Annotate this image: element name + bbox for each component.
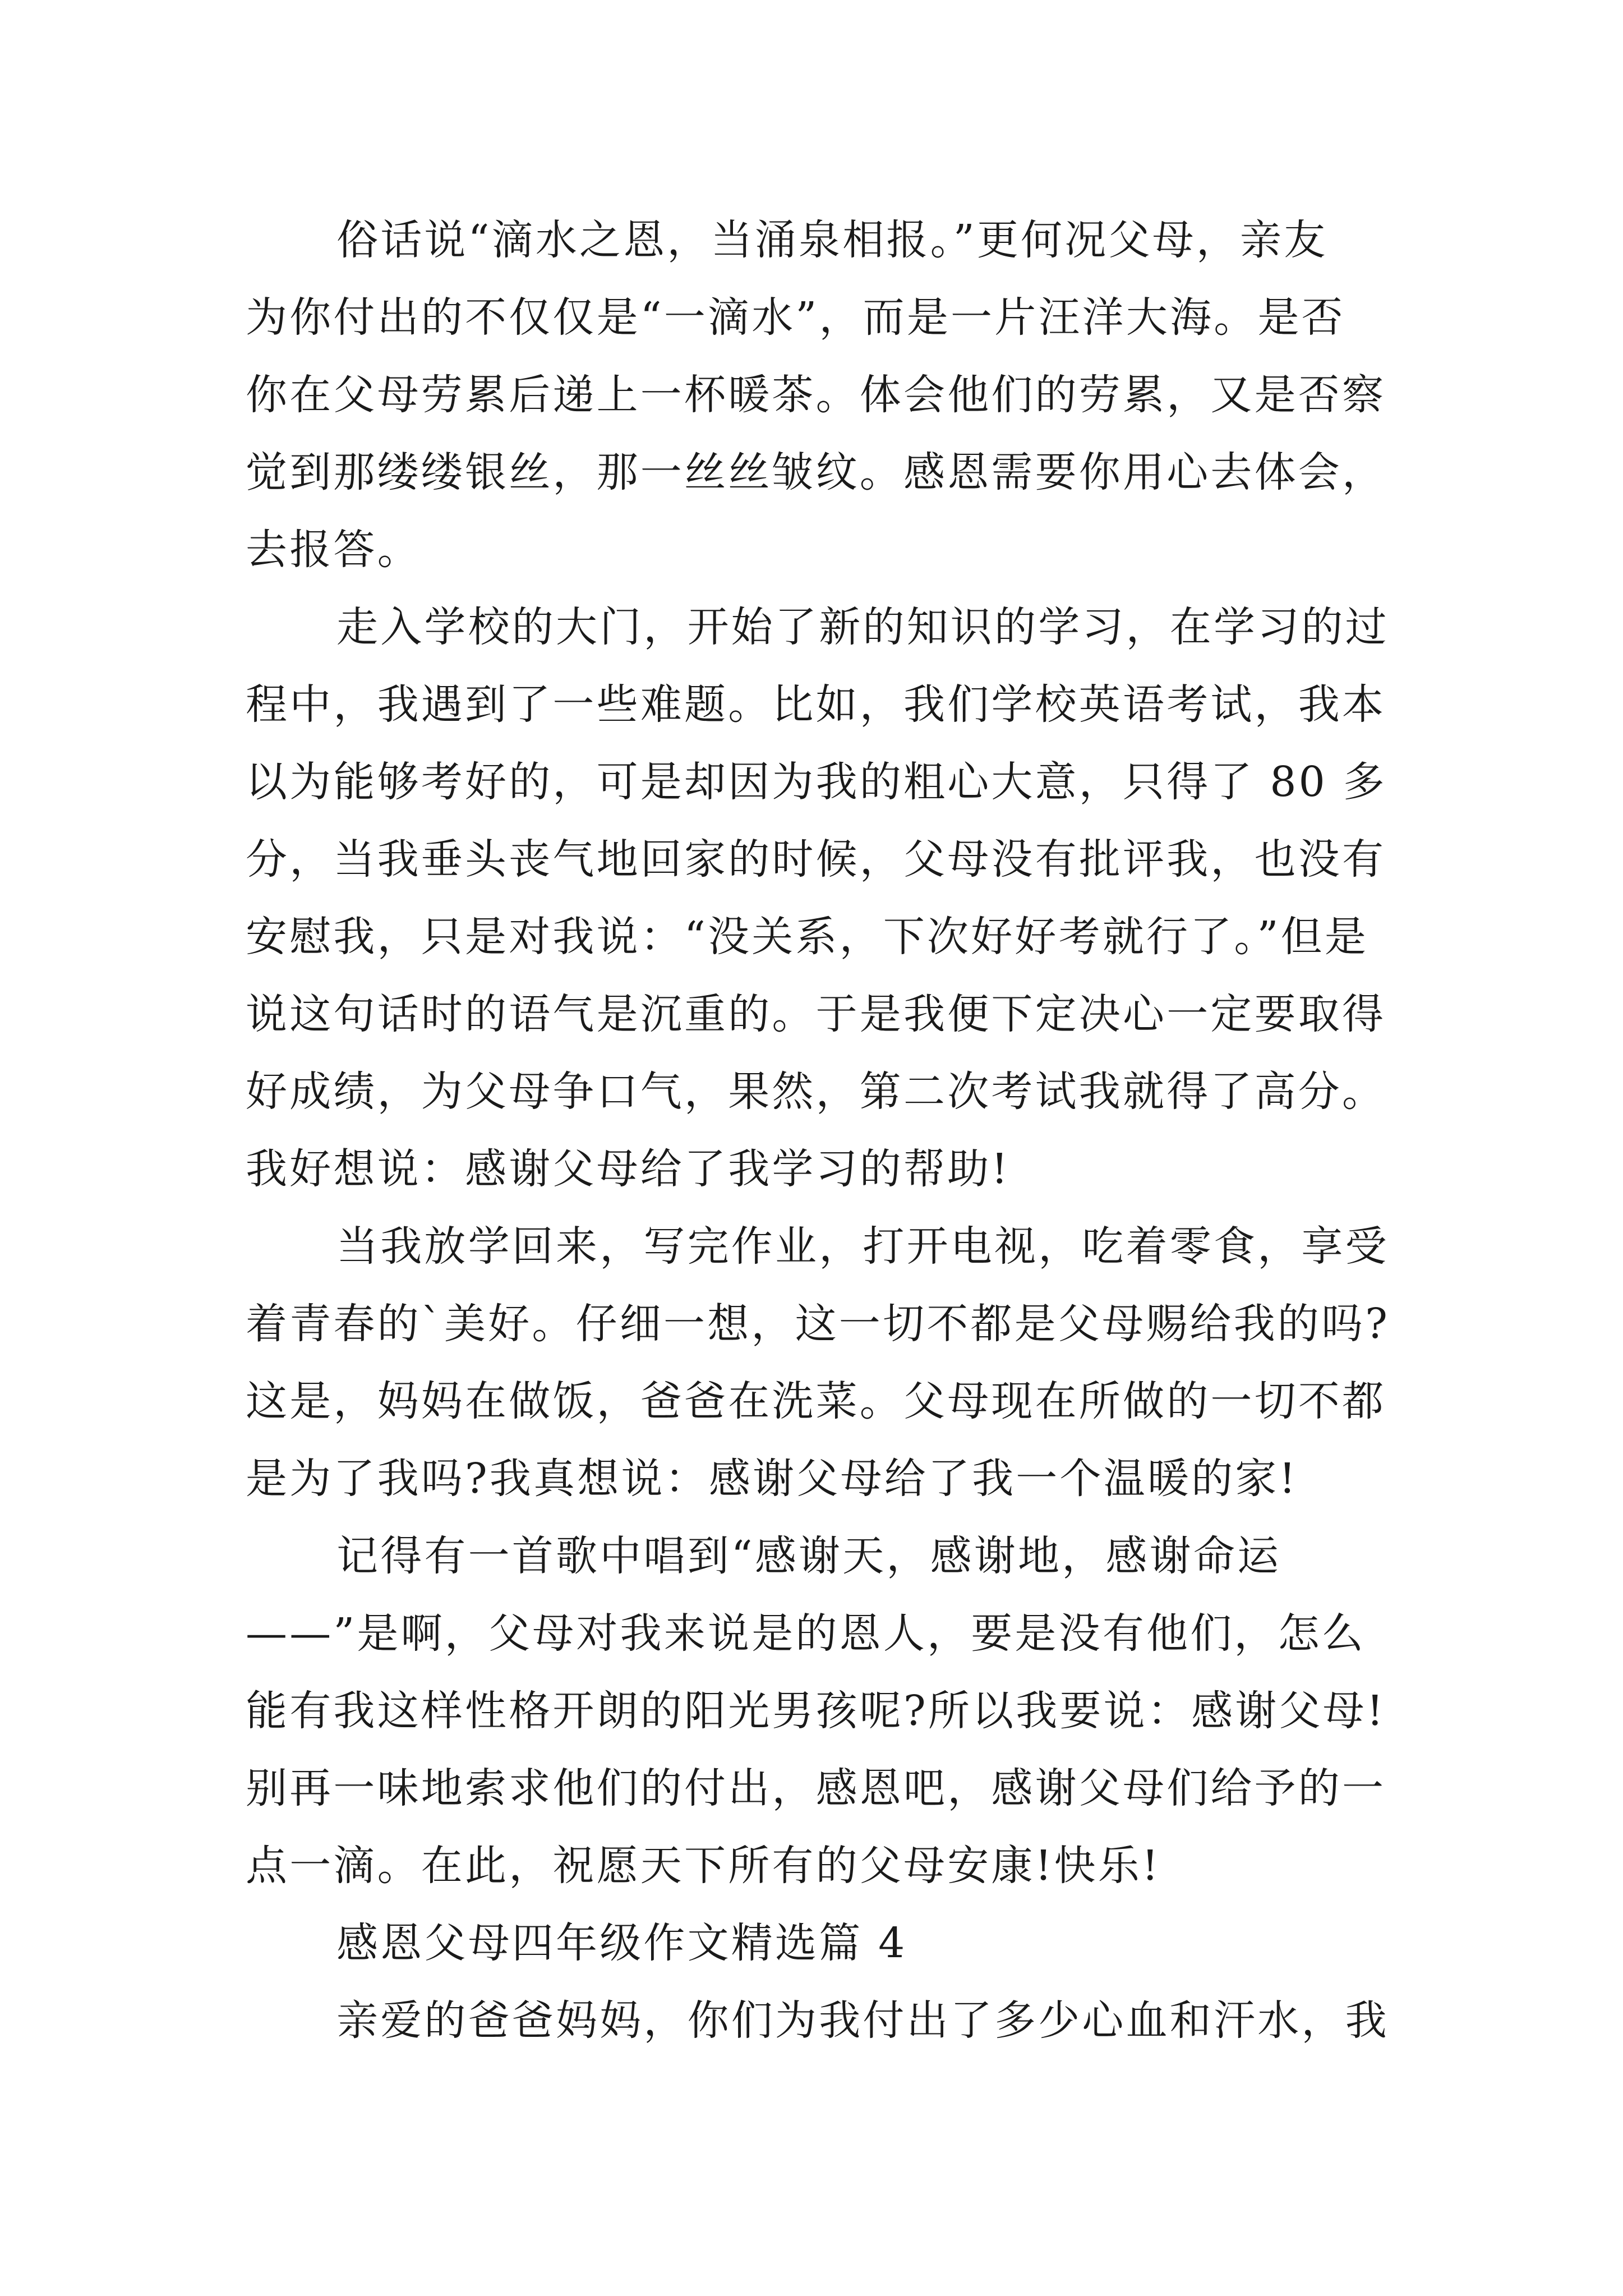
- paragraph-1-line-2: 为你付出的不仅仅是“一滴水”，而是一片汪洋大海。是否: [246, 293, 1345, 342]
- paragraph-4-line-3: 能有我这样性格开朗的阳光男孩呢?所以我要说：感谢父母!: [246, 1687, 1386, 1735]
- paragraph-3-line-3: 这是，妈妈在做饭，爸爸在洗菜。父母现在所做的一切不都: [246, 1377, 1386, 1425]
- paragraph-2-line-4: 分，当我垂头丧气地回家的时候，父母没有批评我，也没有: [246, 835, 1386, 884]
- paragraph-4-line-1: 记得有一首歌中唱到“感谢天，感谢地，感谢命运: [336, 1532, 1281, 1580]
- paragraph-3-line-2: 着青春的`美好。仔细一想，这一切不都是父母赐给我的吗?: [246, 1300, 1390, 1348]
- paragraph-2-line-6: 说这句话时的语气是沉重的。于是我便下定决心一定要取得: [246, 990, 1386, 1038]
- paragraph-1-line-3: 你在父母劳累后递上一杯暖茶。体会他们的劳累，又是否察: [246, 371, 1386, 419]
- paragraph-3-line-1: 当我放学回来，写完作业，打开电视，吃着零食，享受: [336, 1222, 1389, 1271]
- paragraph-1-line-4: 觉到那缕缕银丝，那一丝丝皱纹。感恩需要你用心去体会，: [246, 448, 1386, 496]
- section-heading: 感恩父母四年级作文精选篇 4: [336, 1919, 907, 1967]
- paragraph-2-line-7: 好成绩，为父母争口气，果然，第二次考试我就得了高分。: [246, 1068, 1386, 1116]
- paragraph-3-line-4: 是为了我吗?我真想说：感谢父母给了我一个温暖的家!: [246, 1455, 1298, 1503]
- paragraph-2-line-1: 走入学校的大门，开始了新的知识的学习，在学习的过: [336, 603, 1389, 651]
- paragraph-4-line-2: ——”是啊，父母对我来说是的恩人，要是没有他们，怎么: [246, 1609, 1366, 1658]
- paragraph-1-line-5: 去报答。: [246, 526, 421, 574]
- paragraph-2-line-3: 以为能够考好的，可是却因为我的粗心大意，只得了 80 多: [246, 758, 1387, 806]
- paragraph-4-line-5: 点一滴。在此，祝愿天下所有的父母安康!快乐!: [246, 1842, 1161, 1890]
- paragraph-2-line-8: 我好想说：感谢父母给了我学习的帮助!: [246, 1145, 1011, 1193]
- paragraph-1-line-1: 俗话说“滴水之恩，当涌泉相报。”更何况父母，亲友: [336, 216, 1328, 264]
- paragraph-5-line-1: 亲爱的爸爸妈妈，你们为我付出了多少心血和汗水，我: [336, 1996, 1389, 2045]
- paragraph-2-line-2: 程中，我遇到了一些难题。比如，我们学校英语考试，我本: [246, 680, 1386, 729]
- paragraph-4-line-4: 别再一味地索求他们的付出，感恩吧，感谢父母们给予的一: [246, 1764, 1386, 1812]
- paragraph-2-line-5: 安慰我，只是对我说：“没关系，下次好好考就行了。”但是: [246, 913, 1369, 961]
